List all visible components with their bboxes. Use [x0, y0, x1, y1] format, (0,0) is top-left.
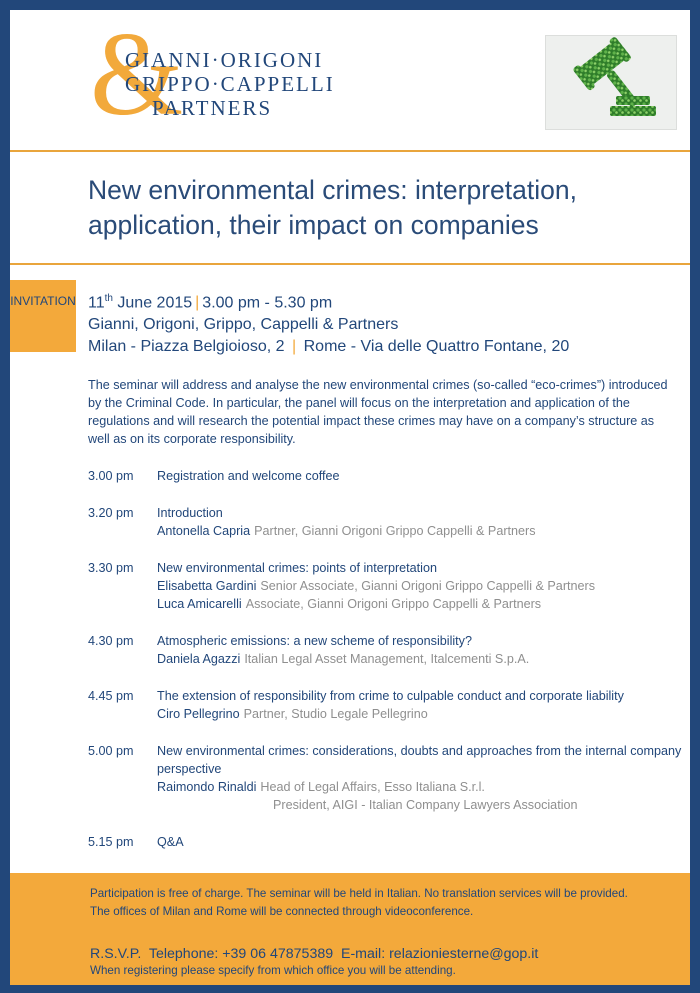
firm-logo	[90, 10, 350, 140]
agenda	[88, 467, 683, 851]
invitation-label: INVITATION	[10, 294, 76, 308]
event-time: 3.00 pm - 5.30 pm	[202, 294, 333, 312]
agenda-topic: Registration and welcome coffee	[157, 469, 340, 483]
separator: |	[292, 338, 297, 356]
logo-line-2: GRIPPO·CAPPELLI	[125, 72, 335, 96]
event-date-rest: June 2015	[112, 294, 193, 312]
agenda-topic: Atmospheric emissions: a new scheme of responsibility?	[157, 634, 472, 648]
logo-line-1: GIANNI·ORIGONI	[125, 48, 324, 72]
event-info	[88, 288, 569, 358]
page-title	[88, 173, 668, 243]
speaker-role: Head of Legal Affairs, Esso Italiana S.r.l.	[260, 780, 485, 794]
agenda-item	[88, 559, 683, 613]
agenda-time: 3.20 pm	[88, 506, 134, 520]
title-line-1: New environmental crimes: interpretation,	[88, 175, 577, 205]
speaker	[157, 577, 683, 595]
agenda-topic: Q&A	[157, 835, 184, 849]
event-locations	[88, 336, 569, 358]
logo-line-3: PARTNERS	[152, 96, 273, 120]
speaker	[157, 595, 683, 613]
title-line-2: application, their impact on companies	[88, 210, 539, 240]
agenda-time: 5.00 pm	[88, 744, 134, 758]
intro-paragraph: The seminar will address and analyse the new environmental crimes (so-called “eco-crimes”) introduced by the Criminal Code. In particular, the panel will focus on the interpretation and application of the regulations and will research the potential impact these crimes may have on a company’s structure as well as on its corporate responsibility.	[88, 378, 668, 446]
logo-ampersand: &	[90, 10, 184, 140]
gavel-icon	[546, 36, 676, 129]
speaker-name: Daniela Agazzi	[157, 652, 241, 666]
event-host: Gianni, Origoni, Grippo, Cappelli & Partners	[88, 316, 399, 334]
speaker-name: Luca Amicarelli	[157, 597, 242, 611]
agenda-topic: New environmental crimes: considerations, doubts and approaches from the internal company perspective	[157, 744, 682, 776]
gavel-image	[545, 35, 677, 130]
speaker-name: Raimondo Rinaldi	[157, 780, 257, 794]
speaker	[157, 778, 683, 796]
agenda-time: 3.30 pm	[88, 561, 134, 575]
footer-note-2: The offices of Milan and Rome will be connected through videoconference.	[90, 905, 474, 918]
event-date-line	[88, 288, 569, 314]
separator: |	[195, 294, 200, 312]
location-milan: Milan - Piazza Belgioioso, 2	[88, 338, 285, 356]
speaker-role: Partner, Gianni Origoni Grippo Cappelli & Partners	[254, 524, 536, 538]
speaker-role: Senior Associate, Gianni Origoni Grippo Cappelli & Partners	[260, 579, 596, 593]
footer-note	[90, 885, 685, 921]
speaker-role-2: President, AIGI - Italian Company Lawyers Association	[273, 798, 578, 812]
speaker-name: Ciro Pellegrino	[157, 707, 240, 721]
agenda-item	[88, 742, 683, 814]
agenda-time: 5.15 pm	[88, 835, 134, 849]
rsvp-note: When registering please specify from which office you will be attending.	[90, 964, 456, 977]
event-day-suffix: th	[104, 293, 113, 304]
divider-top	[10, 150, 690, 152]
agenda-item	[88, 467, 683, 485]
agenda-topic: Introduction	[157, 506, 223, 520]
agenda-item	[88, 504, 683, 540]
footer-note-1: Participation is free of charge. The seminar will be held in Italian. No translation services will be provided.	[90, 887, 628, 900]
agenda-time: 4.45 pm	[88, 689, 134, 703]
agenda-time: 4.30 pm	[88, 634, 134, 648]
footer	[10, 873, 690, 985]
speaker-name: Elisabetta Gardini	[157, 579, 257, 593]
speaker-role: Associate, Gianni Origoni Grippo Cappelli & Partners	[245, 597, 542, 611]
rsvp-line: R.S.V.P. Telephone: +39 06 47875389 E-mail: relazioniesterne@gop.it	[90, 946, 539, 962]
speaker-name: Antonella Capria	[157, 524, 251, 538]
agenda-item	[88, 833, 683, 851]
agenda-time: 3.00 pm	[88, 469, 134, 483]
agenda-topic: The extension of responsibility from crime to culpable conduct and corporate liability	[157, 689, 624, 703]
location-rome: Rome - Via delle Quattro Fontane, 20	[303, 338, 570, 356]
speaker-role: Italian Legal Asset Management, Italcementi S.p.A.	[244, 652, 530, 666]
event-day: 11	[88, 294, 105, 312]
invitation-tab	[10, 280, 76, 352]
agenda-topic: New environmental crimes: points of interpretation	[157, 561, 437, 575]
agenda-item	[88, 632, 683, 668]
speaker	[157, 650, 683, 668]
agenda-item	[88, 687, 683, 723]
speaker	[157, 705, 683, 723]
invitation-page	[10, 10, 690, 985]
divider-bottom	[10, 263, 690, 265]
speaker	[157, 522, 683, 540]
speaker-role: Partner, Studio Legale Pellegrino	[243, 707, 428, 721]
